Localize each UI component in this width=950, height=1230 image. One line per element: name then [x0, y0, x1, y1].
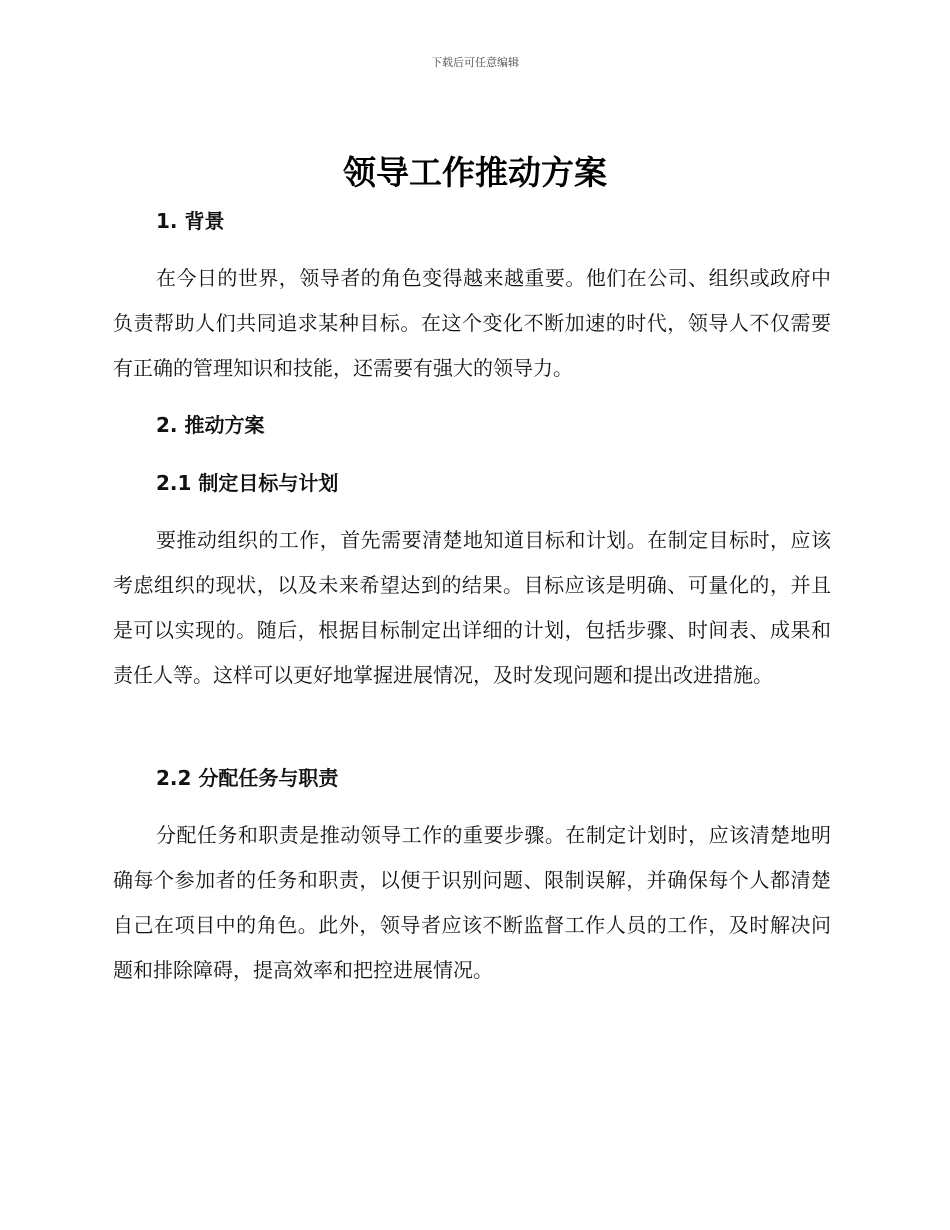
section-heading-tasks: 2.2 分配任务与职责 — [156, 766, 339, 790]
header-note: 下载后可任意编辑 — [431, 56, 519, 69]
paragraph-goals: 要推动组织的工作，首先需要清楚地知道目标和计划。在制定目标时，应该考虑组织的现状，以及未来希望达到的结果。目标应该是明确、可量化的，并且是可以实现的。随后，根据目标制定出详细的计划，包括步骤、时间表、成果和责任人等。这样可以更好地掌握进展情况，及时发现问题和提出改进措施。 — [113, 528, 831, 687]
section-heading-goals: 2.1 制定目标与计划 — [156, 471, 339, 495]
document-title: 领导工作推动方案 — [343, 153, 607, 192]
paragraph-background: 在今日的世界，领导者的角色变得越来越重要。他们在公司、组织或政府中负责帮助人们共同追求某种目标。在这个变化不断加速的时代，领导人不仅需要有正确的管理知识和技能，还需要有强大的领导力。 — [113, 266, 831, 380]
section-heading-background: 1. 背景 — [156, 209, 225, 233]
paragraph-tasks: 分配任务和职责是推动领导工作的重要步骤。在制定计划时，应该清楚地明确每个参加者的任务和职责，以便于识别问题、限制误解，并确保每个人都清楚自己在项目中的角色。此外，领导者应该不断监督工作人员的工作，及时解决问题和排除障碍，提高效率和把控进展情况。 — [113, 823, 831, 982]
section-heading-plan: 2. 推动方案 — [156, 413, 265, 437]
